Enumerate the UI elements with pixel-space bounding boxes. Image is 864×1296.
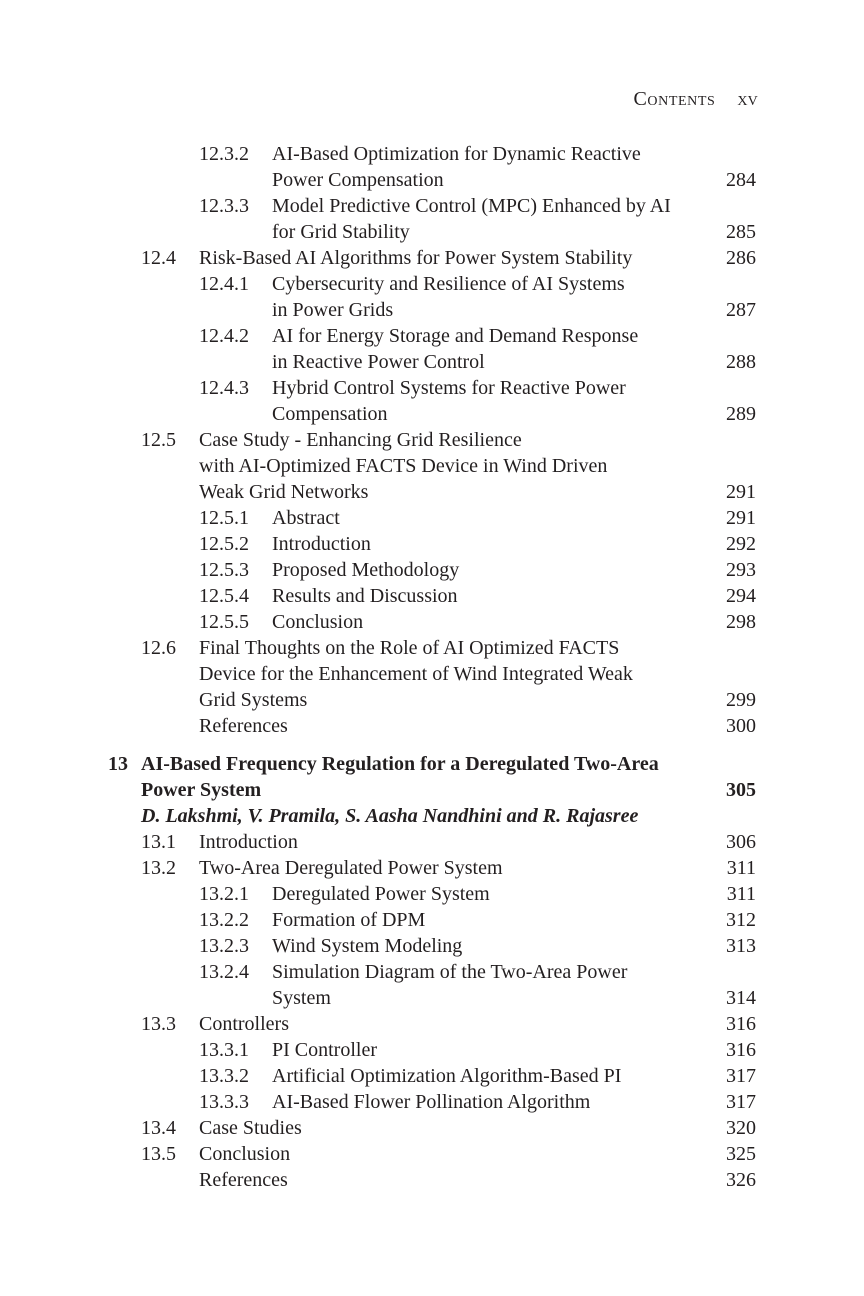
chapter-authors: D. Lakshmi, V. Pramila, S. Aasha Nandhini and R. Rajasree [141,805,639,827]
section-number: 12.6 [141,637,176,659]
toc-line [0,933,864,959]
page-number: 292 [726,533,756,555]
toc-line [0,349,864,375]
toc-line [0,1063,864,1089]
chapter-spacer [0,739,864,751]
authors-line [0,803,864,829]
section-title[interactable]: Final Thoughts on the Role of AI Optimized FACTS [199,637,620,659]
toc-line [0,985,864,1011]
toc-entry[interactable] [0,245,864,271]
section-title[interactable]: Power Compensation [272,169,444,191]
page-number: 289 [726,403,756,425]
section-title[interactable]: Device for the Enhancement of Wind Integrated Weak [199,663,633,685]
chapter-number: 13 [108,753,128,775]
toc-line [0,583,864,609]
section-number: 12.5.1 [199,507,249,529]
page-number: 294 [726,585,756,607]
section-title[interactable]: System [272,987,331,1009]
section-title[interactable]: Conclusion [199,1143,291,1165]
toc-line [0,881,864,907]
page-number: 317 [726,1065,756,1087]
section-title[interactable]: Proposed Methodology [272,559,460,581]
toc-entry[interactable] [0,1089,864,1115]
section-title[interactable]: Abstract [272,507,340,529]
section-number: 13.3 [141,1013,176,1035]
section-title[interactable]: Introduction [199,831,298,853]
chapter-title[interactable]: AI-Based Frequency Regulation for a Deregulated Two-Area [141,753,659,775]
toc-line [0,829,864,855]
toc-line [0,245,864,271]
page-number: 291 [726,481,756,503]
page-number: 311 [726,883,756,905]
page-number: 312 [726,909,756,931]
section-number: 12.4.2 [199,325,249,347]
section-title[interactable]: AI-Based Optimization for Dynamic Reactive [272,143,641,165]
section-title[interactable]: Case Study - Enhancing Grid Resilience [199,429,522,451]
page-number: 316 [726,1013,756,1035]
toc-entry[interactable] [0,1037,864,1063]
section-number: 13.2.4 [199,961,249,983]
section-number: 12.5.4 [199,585,249,607]
section-title[interactable]: Simulation Diagram of the Two-Area Power [272,961,628,983]
section-title[interactable]: Conclusion [272,611,364,633]
toc-entry[interactable] [0,713,864,739]
toc-line [0,959,864,985]
toc-line [0,479,864,505]
section-number: 12.5.5 [199,611,249,633]
table-of-contents [0,141,864,1193]
toc-line [0,1167,864,1193]
chapter-line [0,777,864,803]
toc-entry[interactable] [0,271,864,323]
toc-line [0,907,864,933]
chapter-line [0,751,864,777]
page-number: 313 [726,935,756,957]
page-number: 293 [726,559,756,581]
page-number: 326 [726,1169,756,1191]
toc-line [0,855,864,881]
page-number: 325 [726,1143,756,1165]
toc-entry[interactable] [0,1167,864,1193]
section-title[interactable]: Grid Systems [199,689,308,711]
toc-entry[interactable] [0,583,864,609]
toc-entry[interactable] [0,323,864,375]
toc-entry[interactable] [0,1011,864,1037]
section-title[interactable]: Controllers [199,1013,289,1035]
section-number: 13.2.2 [199,909,249,931]
section-title[interactable]: AI-Based Flower Pollination Algorithm [272,1091,591,1113]
page-number: 291 [726,507,756,529]
section-title[interactable]: in Power Grids [272,299,394,321]
page-number: 286 [726,247,756,269]
section-title[interactable]: Case Studies [199,1117,302,1139]
toc-entry[interactable] [0,193,864,245]
toc-line [0,635,864,661]
toc-line [0,323,864,349]
toc-entry[interactable] [0,609,864,635]
section-title[interactable]: Wind System Modeling [272,935,463,957]
page-number: 284 [726,169,756,191]
section-title[interactable]: with AI-Optimized FACTS Device in Wind Driven [199,455,608,477]
toc-line [0,661,864,687]
toc-entry[interactable] [0,557,864,583]
toc-entry[interactable] [0,881,864,907]
toc-entry[interactable] [0,1063,864,1089]
page-number: 320 [726,1117,756,1139]
page-number: 300 [726,715,756,737]
section-title[interactable]: References [199,1169,288,1191]
section-title[interactable]: Cybersecurity and Resilience of AI Systems [272,273,625,295]
section-number: 12.4 [141,247,176,269]
section-number: 12.3.3 [199,195,249,217]
section-title[interactable]: Two-Area Deregulated Power System [199,857,503,879]
page-number: 299 [726,689,756,711]
toc-line [0,1011,864,1037]
section-number: 13.4 [141,1117,176,1139]
toc-entry[interactable] [0,855,864,881]
toc-entry[interactable] [0,427,864,505]
section-title[interactable]: PI Controller [272,1039,377,1061]
toc-entry[interactable] [0,933,864,959]
page-number: 317 [726,1091,756,1113]
page-number: 288 [726,351,756,373]
page-number: 314 [726,987,756,1009]
page-number: 285 [726,221,756,243]
running-head [633,88,758,111]
section-number: 13.5 [141,1143,176,1165]
toc-entry[interactable] [0,907,864,933]
section-number: 13.2 [141,857,176,879]
page-number: 298 [726,611,756,633]
toc-line [0,505,864,531]
section-number: 13.3.3 [199,1091,249,1113]
section-title[interactable]: AI for Energy Storage and Demand Response [272,325,639,347]
page-number: 306 [726,831,756,853]
chapter-page-number: 305 [726,779,756,801]
section-title[interactable]: Weak Grid Networks [199,481,369,503]
toc-line [0,193,864,219]
toc-line [0,375,864,401]
section-title[interactable]: References [199,715,288,737]
toc-line [0,531,864,557]
toc-line [0,713,864,739]
chapter-heading[interactable] [0,751,864,829]
section-number: 12.4.1 [199,273,249,295]
toc-entry[interactable] [0,1141,864,1167]
section-number: 12.5.2 [199,533,249,555]
toc-line [0,1115,864,1141]
toc-line [0,1037,864,1063]
toc-entry[interactable] [0,829,864,855]
section-title[interactable]: Introduction [272,533,371,555]
section-title[interactable]: Compensation [272,403,388,425]
toc-line [0,557,864,583]
section-number: 12.4.3 [199,377,249,399]
toc-line [0,687,864,713]
toc-line [0,271,864,297]
section-number: 12.3.2 [199,143,249,165]
section-number: 12.5 [141,429,176,451]
toc-line [0,401,864,427]
toc-line [0,427,864,453]
section-title[interactable]: Formation of DPM [272,909,426,931]
section-number: 13.1 [141,831,176,853]
chapter-title[interactable]: Power System [141,779,262,801]
running-head-title: Contents [633,88,716,110]
toc-entry[interactable] [0,959,864,1011]
section-number: 13.2.3 [199,935,249,957]
running-head-page-number: xv [737,88,758,110]
page-number: 287 [726,299,756,321]
toc-line [0,167,864,193]
toc-entry[interactable] [0,141,864,193]
toc-line [0,219,864,245]
section-title[interactable]: Risk-Based AI Algorithms for Power System Stability [199,247,633,269]
section-title[interactable]: Hybrid Control Systems for Reactive Power [272,377,626,399]
section-title[interactable]: Results and Discussion [272,585,458,607]
toc-line [0,1089,864,1115]
section-title[interactable]: Artificial Optimization Algorithm-Based PI [272,1065,622,1087]
toc-line [0,1141,864,1167]
section-title[interactable]: in Reactive Power Control [272,351,485,373]
toc-entry[interactable] [0,635,864,713]
section-number: 12.5.3 [199,559,249,581]
section-title[interactable]: for Grid Stability [272,221,410,243]
toc-line [0,453,864,479]
section-title[interactable]: Model Predictive Control (MPC) Enhanced by AI [272,195,671,217]
toc-line [0,297,864,323]
section-title[interactable]: Deregulated Power System [272,883,490,905]
toc-entry[interactable] [0,375,864,427]
toc-entry[interactable] [0,1115,864,1141]
section-number: 13.3.1 [199,1039,249,1061]
toc-entry[interactable] [0,505,864,531]
section-number: 13.2.1 [199,883,249,905]
page-number: 311 [726,857,756,879]
page-number: 316 [726,1039,756,1061]
section-number: 13.3.2 [199,1065,249,1087]
toc-line [0,609,864,635]
toc-entry[interactable] [0,531,864,557]
toc-line [0,141,864,167]
